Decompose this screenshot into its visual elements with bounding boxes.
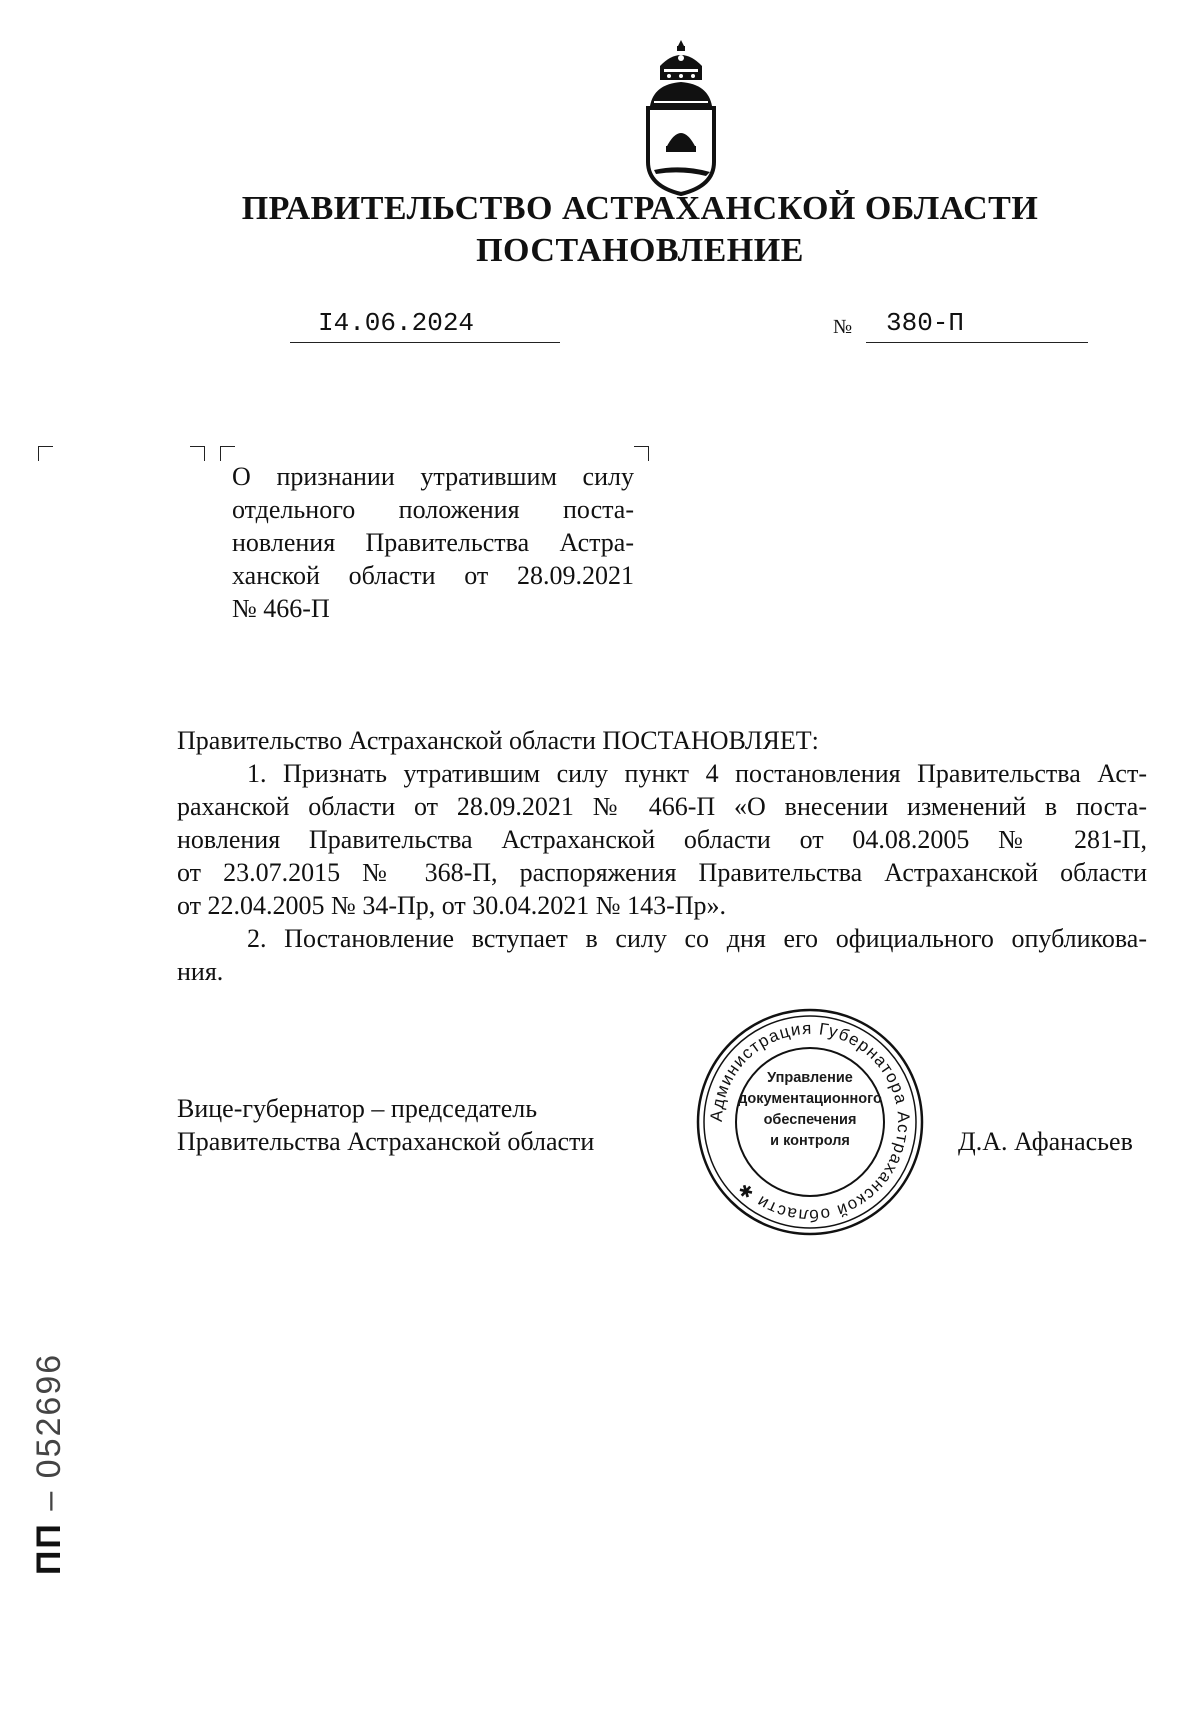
body-line: новления Правительства Астраханской области от 04.08.2005 № 281-П, xyxy=(177,825,1147,854)
corner-mark-inner-right xyxy=(190,446,205,461)
coat-of-arms-emblem xyxy=(640,36,722,196)
document-type-title: ПОСТАНОВЛЕНИЕ xyxy=(476,232,804,269)
subject-line: № 466-П xyxy=(232,594,330,623)
official-seal xyxy=(694,1006,926,1238)
body-line: 1. Признать утратившим силу пункт 4 постановления Правительства Аст- xyxy=(247,759,1147,788)
serial-separator: – xyxy=(30,1478,68,1523)
paragraph-2 xyxy=(177,922,1147,988)
serial-prefix: ПП xyxy=(30,1522,68,1575)
subject-line: ханской области от 28.09.2021 xyxy=(232,561,634,590)
signatory-position xyxy=(177,1092,594,1158)
form-serial-number xyxy=(30,1353,69,1575)
body-line: раханской области от 28.09.2021 № 466-П «О внесении изменений в поста- xyxy=(177,792,1147,821)
seal-center-text xyxy=(736,1068,884,1152)
document-body xyxy=(177,724,1147,988)
corner-mark-inner-left xyxy=(220,446,235,461)
body-line: от 23.07.2015 № 368-П, распоряжения Правительства Астраханской области xyxy=(177,858,1147,887)
seal-line: обеспечения xyxy=(763,1112,857,1128)
resolution-intro: Правительство Астраханской области ПОСТАНОВЛЯЕТ: xyxy=(177,726,819,755)
government-title: ПРАВИТЕЛЬСТВО АСТРАХАНСКОЙ ОБЛАСТИ xyxy=(241,190,1039,227)
position-line: Правительства Астраханской области xyxy=(177,1127,595,1156)
document-number: 380-П xyxy=(886,308,965,338)
subject-line: О признании утратившим силу xyxy=(232,462,634,491)
body-line: от 22.04.2005 № 34-Пр, от 30.04.2021 № 143-Пр». xyxy=(177,891,727,920)
paragraph-1 xyxy=(177,757,1147,922)
body-line: 2. Постановление вступает в силу со дня его официального опубликова- xyxy=(247,924,1147,953)
corner-mark-left xyxy=(38,446,53,461)
serial-number: 052696 xyxy=(30,1352,68,1479)
signatory-name: Д.А. Афанасьев xyxy=(958,1127,1133,1156)
seal-line: документационного xyxy=(738,1091,882,1107)
number-field xyxy=(866,308,1088,343)
body-line: ния. xyxy=(177,957,224,986)
subject-line: отдельного положения поста- xyxy=(232,495,634,524)
document-header xyxy=(200,188,1080,272)
date-field xyxy=(290,308,560,343)
position-line: Вице-губернатор – председатель xyxy=(177,1094,538,1123)
seal-line: Управление xyxy=(767,1070,853,1086)
corner-mark-right xyxy=(634,446,649,461)
document-date: I4.06.2024 xyxy=(318,308,475,338)
number-sign: № xyxy=(833,316,853,338)
document-subject xyxy=(232,460,634,625)
seal-ring-text: Администрация Губернатора Астраханской области ✱ xyxy=(706,1018,914,1226)
seal-line: и контроля xyxy=(770,1133,850,1149)
subject-line: новления Правительства Астра- xyxy=(232,528,634,557)
